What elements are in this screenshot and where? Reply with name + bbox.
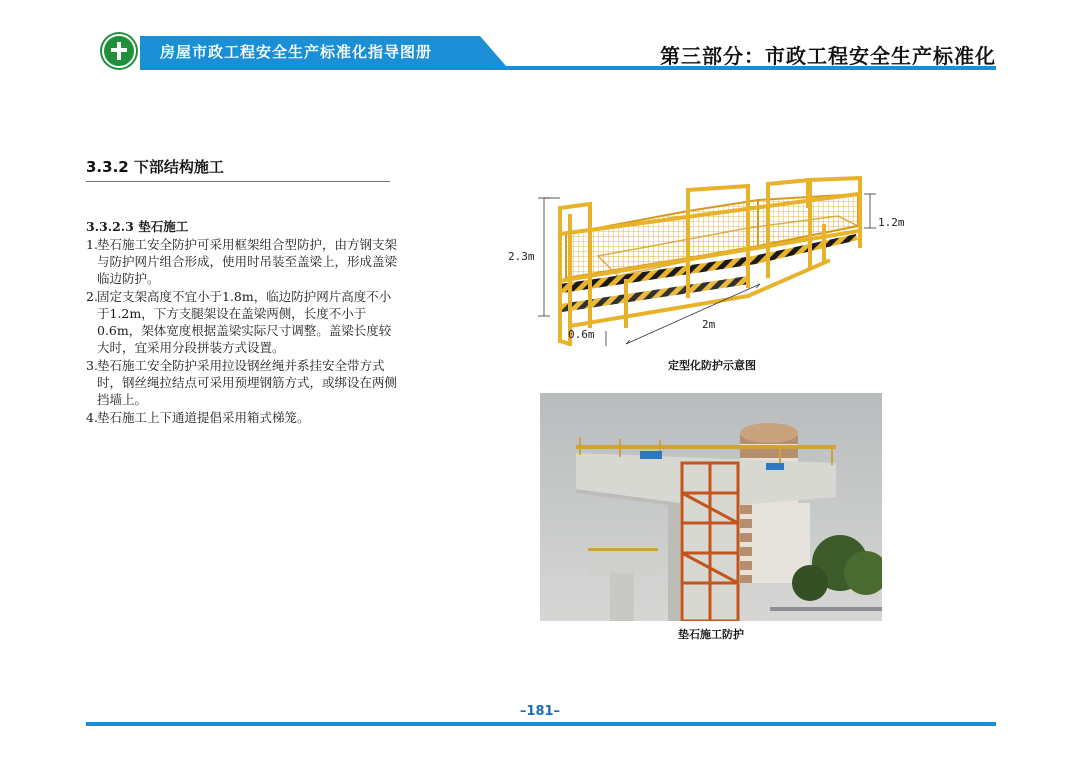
page-header <box>0 0 1080 80</box>
list-item-text: 垫石施工安全防护采用拉设钢丝绳并系挂安全带方式时，钢丝绳拉结点可采用预埋钢筋方式，或绑设在两侧挡墙上。 <box>97 358 398 407</box>
safety-cross-logo-icon <box>102 34 136 68</box>
dim-label-height-total: 2.3m <box>508 250 535 263</box>
section-title: 3.3.2 下部结构施工 <box>86 158 224 176</box>
section-divider <box>86 181 390 182</box>
list-item-number: 1. <box>86 237 98 252</box>
subsection-title: 3.3.2.3 垫石施工 <box>86 219 189 234</box>
dim-label-width: 2m <box>702 318 716 331</box>
subsection-content <box>86 218 398 427</box>
list-item-number: 4. <box>86 410 98 425</box>
book-title: 房屋市政工程安全生产标准化指导图册 <box>160 43 433 61</box>
list-item <box>86 357 398 408</box>
list-item-number: 3. <box>86 358 98 373</box>
diagram-caption: 定型化防护示意图 <box>668 359 756 372</box>
list-item-text: 固定支架高度不宜小于1.8m，临边防护网片高度不小于1.2m，下方支腿架设在盖梁两侧，长度不小于0.6m，架体宽度根据盖梁实际尺寸调整。盖梁长度较大时，宜采用分段拼装方式设置。 <box>97 289 392 355</box>
list-item <box>86 236 398 287</box>
list-item <box>86 288 398 356</box>
list-item-number: 2. <box>86 289 98 304</box>
list-item <box>86 409 398 426</box>
page-number: –181– <box>519 704 561 719</box>
header-tab-slant <box>478 36 508 70</box>
dim-label-leg-length: 0.6m <box>568 328 595 341</box>
guard-frame-diagram <box>498 176 918 356</box>
ground-guardrail <box>770 607 882 611</box>
photo-caption: 垫石施工防护 <box>678 628 744 641</box>
part-title: 第三部分：市政工程安全生产标准化 <box>660 44 996 68</box>
footer-rule <box>86 722 996 726</box>
dim-label-height-guard: 1.2m <box>878 216 905 229</box>
construction-photo <box>540 393 882 621</box>
list-item-text: 垫石施工上下通道提倡采用箱式梯笼。 <box>97 410 310 425</box>
list-item-text: 垫石施工安全防护可采用框架组合型防护，由方钢支架与防护网片组合形成，使用时吊装至盖梁上，形成盖梁临边防护。 <box>97 237 398 286</box>
